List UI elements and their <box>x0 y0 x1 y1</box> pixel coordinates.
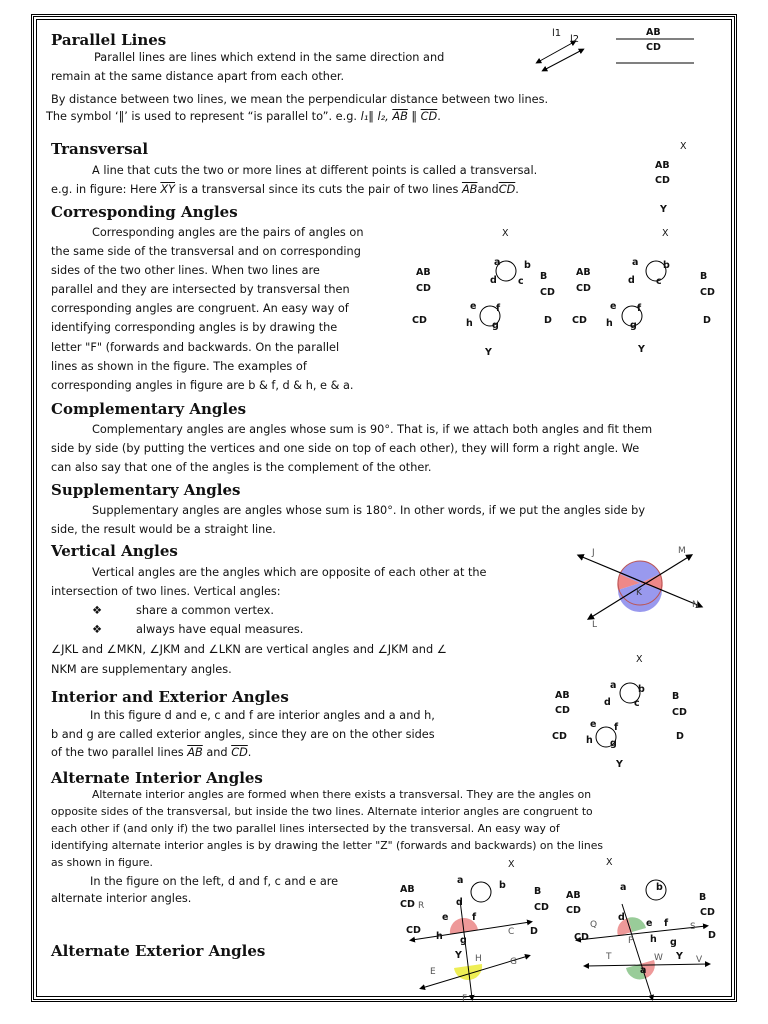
transversal-fig-cd: CD <box>655 175 670 186</box>
vfig-k: K <box>636 588 642 598</box>
af2-y: Y <box>676 951 683 962</box>
cf1-f: f <box>496 303 501 314</box>
iefig-f: f <box>614 722 619 733</box>
cd-segment-3: $\overline{CD}$ <box>231 746 248 759</box>
cf1-d-small: d <box>490 275 497 286</box>
corresponding-line-3: parallel and they are intersected by transversal then <box>51 283 350 296</box>
interior-exterior-line-2 <box>51 743 251 762</box>
fig-l2-label: l2 <box>570 34 580 45</box>
interior-exterior-line-0: In this figure d and e, c and f are interior angles and a and h, <box>90 709 435 722</box>
cf1-g: g <box>492 320 499 331</box>
iefig-ab: AB <box>555 690 570 701</box>
complementary-line-2: can also say that one of the angles is the complement of the other. <box>51 461 432 474</box>
parallel-symbol: ‖ <box>368 110 378 123</box>
iefig-a: a <box>610 680 617 691</box>
corresponding-line-1: the same side of the transversal and on corresponding <box>51 245 361 258</box>
parallel-lines-heading: Parallel Lines <box>51 31 167 49</box>
cf1-x: X <box>502 228 509 239</box>
af1-d-small: d <box>456 897 463 908</box>
vfig-m: M <box>678 546 686 556</box>
af1-h-cap: H <box>475 954 482 964</box>
complementary-line-0: Complementary angles are angles whose sum is 90°. That is, if we attach both angles and fit them <box>92 423 653 436</box>
alt-interior-line-0: Alternate interior angles are formed when there exists a transversal. They are the angles on <box>92 788 592 801</box>
corresponding-line-4: corresponding angles are congruent. An easy way of <box>51 302 349 315</box>
af2-f: f <box>664 918 669 929</box>
af2-d: D <box>708 930 716 941</box>
parallel-text-2a: By distance between two lines, we mean the perpendicular distance between two lines. <box>51 93 549 106</box>
cf1-y: Y <box>485 347 492 358</box>
fig-ab-label: AB <box>646 27 661 38</box>
corresponding-line-0: Corresponding angles are the pairs of angles on <box>92 226 364 239</box>
af1-g: g <box>460 935 467 946</box>
af1-f: f <box>472 912 477 923</box>
ab-segment-2: $\overline{AB}$ <box>461 183 478 196</box>
alt-interior-line2-0: In the figure on the left, d and f, c and e are <box>90 875 339 888</box>
cf1-b: B <box>540 271 548 282</box>
alt-interior-heading: Alternate Interior Angles <box>51 769 263 787</box>
iefig-y: Y <box>616 759 623 770</box>
cf2-h: h <box>606 318 613 329</box>
cf2-cd-right: CD <box>700 287 715 298</box>
parallel-line-l1 <box>538 42 574 62</box>
af1-b-small: b <box>499 880 506 891</box>
supplementary-line-1: side, the result would be a straight line. <box>51 523 276 536</box>
transversal-heading: Transversal <box>51 140 149 158</box>
corresponding-heading: Corresponding Angles <box>51 203 238 221</box>
cf2-b-small: b <box>663 260 670 271</box>
complementary-heading: Complementary Angles <box>51 400 247 418</box>
parallel-text-2b-pre: The symbol ‘‖’ is used to represent “is parallel to”. e.g. <box>46 110 361 123</box>
angle-circle-top <box>471 882 491 902</box>
af1-e-cap: E <box>430 967 436 977</box>
cf1-cd-left: CD <box>412 315 427 326</box>
parallel-arrows-figure <box>530 36 590 76</box>
ab-segment: $\overline{AB}$ <box>392 110 408 123</box>
parallel-text-2b <box>46 107 441 126</box>
vertical-line-1: intersection of two lines. Vertical angles: <box>51 585 281 598</box>
cf1-h: h <box>466 318 473 329</box>
af1-c: C <box>508 927 515 937</box>
iefig-g: g <box>610 738 617 749</box>
af2-a-lower: a <box>640 965 647 976</box>
iefig-b-small: b <box>638 684 645 695</box>
iefig-x: X <box>636 654 643 665</box>
alt-interior-line-1: opposite sides of the transversal, but inside the two lines. Alternate interior angles are congruent to <box>51 805 593 818</box>
alt-interior-line-3: identifying alternate interior angles is by drawing the letter "Z" (forwards and backwards) on the lines <box>51 839 604 852</box>
af2-cd: CD <box>566 905 581 916</box>
transversal-fig-x: X <box>680 141 687 152</box>
af1-cd-right: CD <box>534 902 549 913</box>
cf2-a: a <box>632 257 639 268</box>
corresponding-line-7: lines as shown in the figure. The examples of <box>51 360 307 373</box>
transversal-text-2-end: . <box>515 183 519 196</box>
transversal-text-1: A line that cuts the two or more lines at different points is called a transversal. <box>92 164 538 177</box>
complementary-line-1: side by side (by putting the vertices and one side on top of each other), they will form a right angle. We <box>51 442 640 455</box>
alt-interior-line-2: each other if (and only if) the two parallel lines intersected by the transversal. An easy way of <box>51 822 560 835</box>
transversal-text-2-mid: is a transversal since its cuts the pair of two lines <box>175 183 462 196</box>
cd-segment-2: $\overline{CD}$ <box>498 183 516 196</box>
corresponding-line-6: letter "F" (forwards and backwards. On the parallel <box>51 341 340 354</box>
ie-line-2-pre: of the two parallel lines <box>51 746 188 759</box>
ab-segment-3: $\overline{AB}$ <box>187 746 203 759</box>
interior-exterior-heading: Interior and Exterior Angles <box>51 688 289 706</box>
af2-v: V <box>696 955 703 965</box>
iefig-b: B <box>672 691 680 702</box>
cf1-cd-right: CD <box>540 287 555 298</box>
af2-t: T <box>606 952 612 962</box>
cf2-g: g <box>630 320 637 331</box>
cf2-c-small: c <box>656 276 662 287</box>
af1-r: R <box>418 901 425 911</box>
cf2-y: Y <box>638 344 645 355</box>
parallel-symbol-2: ‖ <box>407 110 421 123</box>
cf2-x: X <box>662 228 669 239</box>
af1-a: a <box>457 875 464 886</box>
transversal-line <box>460 900 472 998</box>
parallel-text-1b: remain at the same distance apart from each other. <box>51 70 345 83</box>
parallel-line-l2 <box>544 50 582 70</box>
vertical-bullet-1: always have equal measures. <box>136 623 304 636</box>
cf1-c-small: c <box>518 276 524 287</box>
cf2-b: B <box>700 271 708 282</box>
af2-e: e <box>646 918 653 929</box>
iefig-d-small: d <box>604 697 611 708</box>
af2-ab: AB <box>566 890 581 901</box>
transversal-fig-ab: AB <box>655 160 670 171</box>
cf2-f: f <box>637 303 642 314</box>
iefig-cd: CD <box>555 705 570 716</box>
vfig-n: N <box>692 600 699 610</box>
af1-y: Y <box>455 950 462 961</box>
transversal-fig-y: Y <box>660 204 667 215</box>
af1-x: X <box>508 859 515 870</box>
iefig-e: e <box>590 719 597 730</box>
af2-q: Q <box>590 920 598 930</box>
af2-a: a <box>620 882 627 893</box>
corresponding-line-8: corresponding angles in figure are b & f, d & h, e & a. <box>51 379 354 392</box>
supplementary-line-0: Supplementary angles are angles whose sum is 180°. In other words, if we put the angles side by <box>92 504 646 517</box>
corresponding-line-2: sides of the two other lines. When two lines are <box>51 264 320 277</box>
cd-segment: $\overline{CD}$ <box>420 110 438 123</box>
vertical-line2-0: ∠JKL and ∠MKN, ∠JKM and ∠LKN are vertical angles and ∠JKM and ∠ <box>51 643 447 656</box>
af2-g: g <box>670 937 677 948</box>
iefig-cd-right: CD <box>672 707 687 718</box>
cf2-cd: CD <box>576 283 591 294</box>
vertical-line-0: Vertical angles are the angles which are opposite of each other at the <box>92 566 487 579</box>
vertical-bullet-0-glyph: ❖ <box>92 604 103 617</box>
af1-cd-left: CD <box>406 925 421 936</box>
alt-interior-line2-1: alternate interior angles. <box>51 892 192 905</box>
transversal-text-2-pre: e.g. in figure: Here <box>51 183 161 196</box>
af1-d: D <box>530 926 538 937</box>
l2-symbol: l₂, <box>377 110 389 123</box>
af2-h: h <box>650 934 657 945</box>
af2-s: S <box>690 922 696 932</box>
vertical-line2-1: NKM are supplementary angles. <box>51 663 232 676</box>
af2-w: W <box>654 953 663 963</box>
iefig-d: D <box>676 731 684 742</box>
af1-g-cap: G <box>510 957 517 967</box>
cf2-e: e <box>610 301 617 312</box>
ie-end: . <box>247 746 252 759</box>
cf1-e: e <box>470 301 477 312</box>
alternate-angles-figure-1 <box>400 860 550 1000</box>
af1-cd: CD <box>400 899 415 910</box>
parallel-text-2b-end: . <box>437 110 441 123</box>
transversal-text-2 <box>51 180 519 199</box>
cf2-d: D <box>703 315 711 326</box>
af1-e: e <box>442 912 449 923</box>
ie-and: and <box>202 746 232 759</box>
xy-segment: $\overline{XY}$ <box>160 183 175 196</box>
vfig-l: L <box>592 620 598 630</box>
cf2-d-small: d <box>628 275 635 286</box>
shaded-angle-upper-left <box>450 918 464 934</box>
af1-f-cap: F <box>462 994 468 1004</box>
interior-exterior-line-1: b and g are called exterior angles, since they are on the other sides <box>51 728 435 741</box>
vertical-heading: Vertical Angles <box>51 542 178 560</box>
l1-symbol: l₁ <box>360 110 369 123</box>
cf2-ab: AB <box>576 267 591 278</box>
vertical-bullet-0: share a common vertex. <box>136 604 274 617</box>
cf1-ab: AB <box>416 267 431 278</box>
af2-b: B <box>699 892 707 903</box>
cf1-cd: CD <box>416 283 431 294</box>
iefig-cd-left: CD <box>552 731 567 742</box>
cf2-cd-left: CD <box>572 315 587 326</box>
iefig-h: h <box>586 735 593 746</box>
parallel-text-1a: Parallel lines are lines which extend in the same direction and <box>94 51 445 64</box>
alt-interior-line-4: as shown in figure. <box>51 856 153 869</box>
fig-l1-label: l1 <box>552 28 562 39</box>
fig-cd-label: CD <box>646 42 661 53</box>
af1-b: B <box>534 886 542 897</box>
af2-d-small: d <box>618 912 625 923</box>
af1-h: h <box>436 931 443 942</box>
cf1-b-small: b <box>524 260 531 271</box>
supplementary-heading: Supplementary Angles <box>51 481 241 499</box>
iefig-c-small: c <box>634 698 640 709</box>
af1-ab: AB <box>400 884 415 895</box>
vertical-bullet-1-glyph: ❖ <box>92 623 103 636</box>
af2-b-small: b <box>656 882 663 893</box>
vfig-j: J <box>592 548 595 558</box>
af2-p: P <box>628 936 634 946</box>
af2-x: X <box>606 857 613 868</box>
af2-cd-right: CD <box>700 907 715 918</box>
corresponding-line-5: identifying corresponding angles is by drawing the <box>51 321 338 334</box>
cf1-d: D <box>544 315 552 326</box>
and-text: and <box>477 183 499 196</box>
alt-exterior-heading: Alternate Exterior Angles <box>51 942 266 960</box>
af2-cd-left: CD <box>574 932 589 943</box>
cf1-a: a <box>494 257 501 268</box>
